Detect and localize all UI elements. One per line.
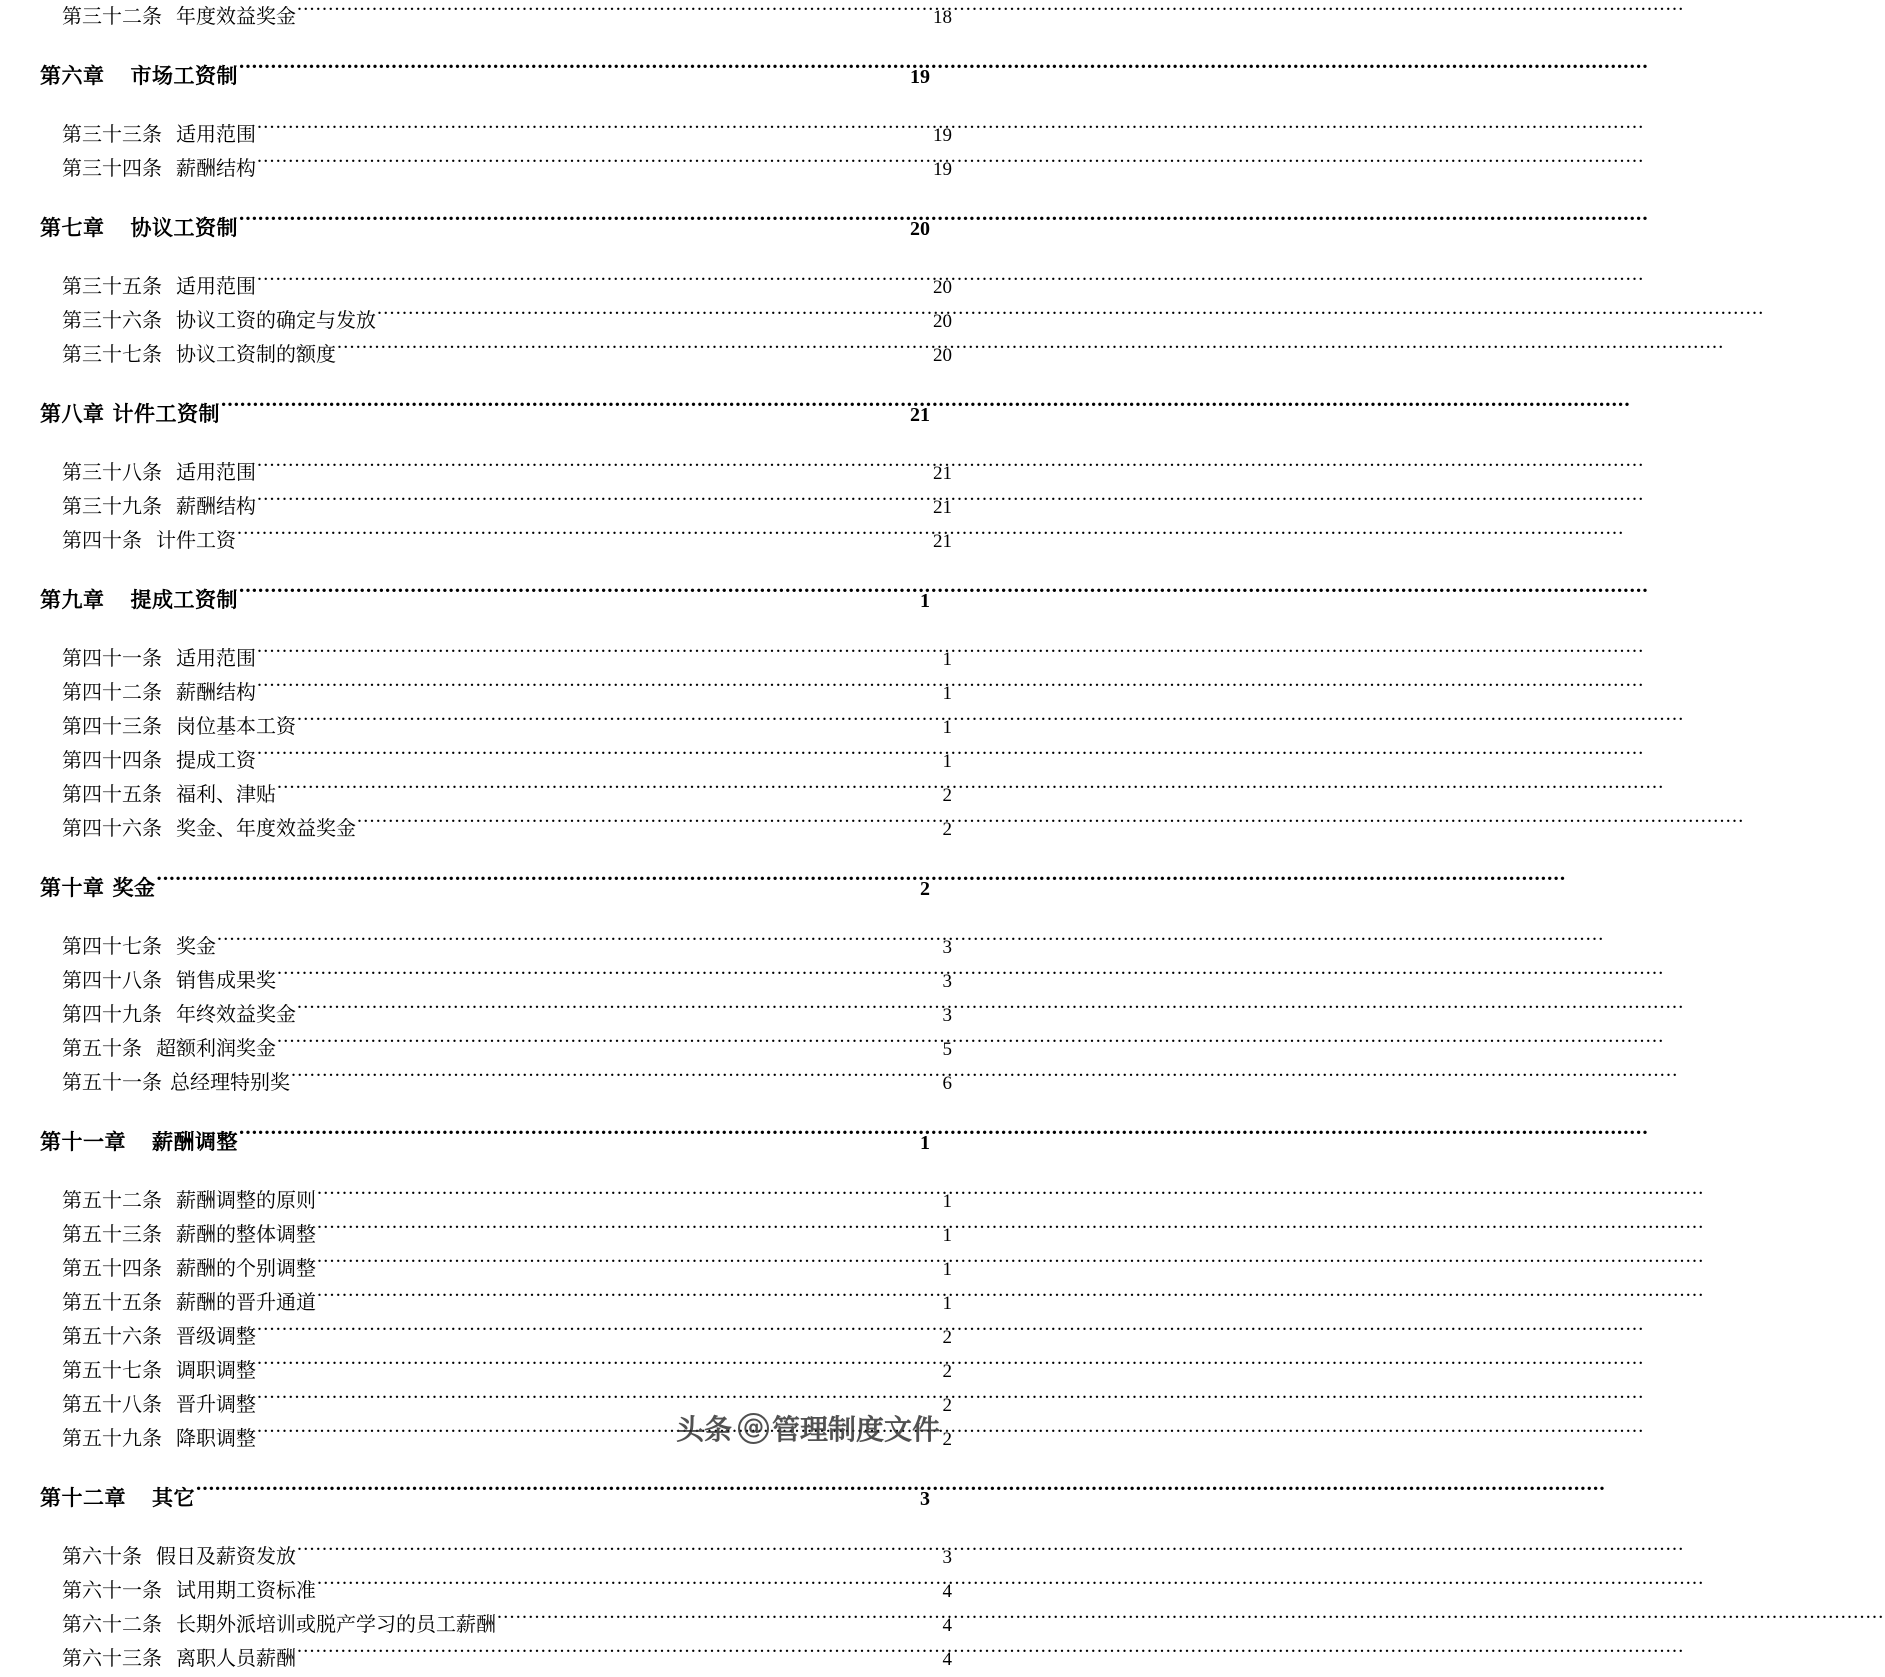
toc-entry-page-number: 18	[933, 7, 952, 28]
dot-leader	[221, 400, 909, 421]
toc-entry-label	[62, 524, 236, 558]
toc-entry-page-number: 1	[920, 590, 930, 612]
toc-entry-title: 试用期工资标准	[176, 1580, 316, 1602]
toc-entry-title: 适用范围	[176, 462, 256, 484]
dot-leader	[257, 1425, 942, 1445]
toc-entry-label	[62, 1642, 296, 1676]
watermark-brand: 头条	[676, 1413, 733, 1446]
dot-leader	[217, 933, 942, 953]
toc-entry-label	[62, 0, 296, 34]
at-symbol-icon: @	[738, 1413, 769, 1444]
toc-entry-label	[62, 1422, 256, 1456]
toc-entry-number: 第十一章	[40, 1130, 126, 1154]
toc-entry-label	[62, 152, 256, 186]
toc-entry-number: 第六十一条	[62, 1580, 162, 1602]
toc-entry-page-number: 1	[920, 1132, 930, 1154]
toc-entry-page-number: 2	[942, 1327, 952, 1348]
toc-entry-page-number: 4	[942, 1615, 952, 1636]
dot-leader	[291, 1069, 942, 1089]
toc-entry-page-number: 20	[910, 218, 930, 240]
toc-entry-title: 奖金、年度效益奖金	[176, 818, 356, 840]
toc-entry-number: 第四十七条	[62, 936, 162, 958]
toc-entry-label	[62, 1218, 316, 1252]
toc-entry-title: 年终效益奖金	[176, 1004, 296, 1026]
toc-entry-title: 其它	[152, 1486, 195, 1510]
toc-article-row[interactable]	[62, 152, 952, 186]
dot-leader	[257, 747, 942, 767]
toc-entry-label	[62, 812, 356, 846]
toc-entry-title: 假日及薪资发放	[156, 1546, 296, 1568]
dot-leader	[317, 1187, 942, 1207]
toc-entry-number: 第三十二条	[62, 6, 162, 28]
toc-entry-title: 协议工资制的额度	[176, 344, 336, 366]
toc-article-row[interactable]	[62, 0, 952, 34]
toc-entry-title: 协议工资的确定与发放	[176, 310, 376, 332]
toc-entry-title: 提成工资	[176, 750, 256, 772]
toc-entry-number: 第四十一条	[62, 648, 162, 670]
toc-entry-page-number: 2	[942, 819, 952, 840]
toc-entry-number: 第五十一条	[62, 1072, 162, 1094]
toc-entry-number: 第五十八条	[62, 1394, 162, 1416]
toc-entry-number: 第四十二条	[62, 682, 162, 704]
dot-leader	[297, 1645, 942, 1665]
watermark-account: 管理制度文件	[772, 1413, 941, 1446]
dot-leader	[239, 586, 919, 607]
toc-entry-number: 第六十三条	[62, 1648, 162, 1670]
toc-entry-title: 薪酬结构	[176, 682, 256, 704]
toc-entry-number: 第三十八条	[62, 462, 162, 484]
toc-entry-page-number: 4	[942, 1581, 952, 1602]
toc-entry-number: 第十章	[40, 876, 105, 900]
dot-leader	[317, 1289, 942, 1309]
toc-entry-page-number: 4	[942, 1649, 952, 1670]
toc-entry-number: 第五十三条	[62, 1224, 162, 1246]
toc-entry-label	[40, 208, 238, 248]
dot-leader	[257, 645, 942, 665]
toc-entry-number: 第四十条	[62, 530, 142, 552]
toc-entry-label	[40, 868, 156, 908]
dot-leader	[257, 1391, 942, 1411]
toc-entry-page-number: 1	[942, 1293, 952, 1314]
toc-entry-page-number: 3	[920, 1488, 930, 1510]
toc-entry-label	[40, 1478, 195, 1518]
toc-entry-title: 适用范围	[176, 276, 256, 298]
toc-entry-label	[62, 270, 256, 304]
toc-entry-title: 超额利润奖金	[156, 1038, 276, 1060]
toc-entry-number: 第六十二条	[62, 1614, 162, 1636]
dot-leader	[257, 1357, 942, 1377]
dot-leader	[377, 307, 932, 327]
toc-entry-number: 第三十七条	[62, 344, 162, 366]
toc-entry-title: 薪酬结构	[176, 158, 256, 180]
toc-entry-label	[40, 1122, 238, 1162]
toc-article-row[interactable]	[62, 812, 952, 846]
toc-entry-number: 第三十六条	[62, 310, 162, 332]
dot-leader	[257, 155, 932, 175]
toc-entry-title: 晋级调整	[176, 1326, 256, 1348]
toc-chapter-row[interactable]	[40, 208, 930, 248]
toc-entry-page-number: 20	[933, 311, 952, 332]
toc-entry-title: 离职人员薪酬	[176, 1648, 296, 1670]
toc-entry-title: 薪酬的晋升通道	[176, 1292, 316, 1314]
toc-entry-title: 长期外派培训或脱产学习的员工薪酬	[176, 1614, 496, 1636]
toc-entry-label	[62, 456, 256, 490]
toc-entry-number: 第九章	[40, 588, 105, 612]
toc-entry-number: 第三十九条	[62, 496, 162, 518]
toc-entry-title: 提成工资制	[130, 588, 238, 612]
toc-entry-page-number: 19	[933, 125, 952, 146]
toc-entry-number: 第五十四条	[62, 1258, 162, 1280]
toc-entry-page-number: 19	[910, 66, 930, 88]
toc-entry-page-number: 6	[942, 1073, 952, 1094]
toc-entry-page-number: 1	[942, 751, 952, 772]
toc-entry-page-number: 21	[933, 463, 952, 484]
toc-entry-page-number: 1	[942, 1191, 952, 1212]
toc-entry-number: 第五十二条	[62, 1190, 162, 1212]
toc-entry-number: 第五十九条	[62, 1428, 162, 1450]
toc-chapter-row[interactable]	[40, 1478, 930, 1518]
toc-entry-page-number: 3	[942, 1547, 952, 1568]
toc-entry-page-number: 21	[933, 531, 952, 552]
toc-entry-page-number: 20	[933, 345, 952, 366]
dot-leader	[157, 874, 920, 895]
dot-leader	[257, 1323, 942, 1343]
toc-entry-number: 第三十五条	[62, 276, 162, 298]
toc-chapter-row[interactable]	[40, 868, 930, 908]
toc-entry-number: 第八章	[40, 402, 105, 426]
toc-entry-title: 适用范围	[176, 648, 256, 670]
toc-entry-title: 计件工资制	[112, 402, 220, 426]
toc-entry-title: 协议工资制	[130, 216, 238, 240]
dot-leader	[297, 1543, 942, 1563]
toc-entry-label	[40, 394, 220, 434]
toc-entry-label	[62, 964, 276, 998]
toc-entry-label	[62, 1354, 256, 1388]
toc-article-row[interactable]	[62, 524, 952, 558]
toc-entry-title: 晋升调整	[176, 1394, 256, 1416]
toc-entry-number: 第四十三条	[62, 716, 162, 738]
toc-entry-page-number: 1	[942, 717, 952, 738]
toc-entry-page-number: 2	[942, 1429, 952, 1450]
toc-entry-label	[62, 930, 216, 964]
dot-leader	[277, 967, 942, 987]
dot-leader	[257, 273, 932, 293]
dot-leader	[237, 527, 932, 547]
toc-entry-label	[62, 118, 256, 152]
toc-entry-label	[62, 1032, 276, 1066]
toc-entry-number: 第四十八条	[62, 970, 162, 992]
toc-entry-title: 薪酬调整的原则	[176, 1190, 316, 1212]
toc-entry-number: 第五十六条	[62, 1326, 162, 1348]
toc-entry-label	[62, 998, 296, 1032]
dot-leader	[257, 121, 932, 141]
toc-entry-number: 第四十五条	[62, 784, 162, 806]
toc-entry-label	[62, 1066, 290, 1100]
toc-entry-number: 第十二章	[40, 1486, 126, 1510]
toc-entry-label	[62, 642, 256, 676]
toc-entry-page-number: 2	[942, 1395, 952, 1416]
dot-leader	[317, 1221, 942, 1241]
toc-article-row[interactable]	[62, 338, 952, 372]
toc-entry-page-number: 1	[942, 1225, 952, 1246]
toc-entry-title: 调职调整	[176, 1360, 256, 1382]
toc-article-row[interactable]	[62, 1422, 952, 1456]
dot-leader	[337, 341, 932, 361]
dot-leader	[239, 62, 909, 83]
toc-entry-title: 总经理特别奖	[170, 1072, 290, 1094]
toc-entry-label	[40, 56, 238, 96]
toc-entry-page-number: 3	[942, 971, 952, 992]
toc-chapter-row[interactable]	[40, 56, 930, 96]
toc-entry-number: 第四十四条	[62, 750, 162, 772]
dot-leader	[497, 1611, 942, 1631]
toc-entry-page-number: 21	[910, 404, 930, 426]
dot-leader	[297, 3, 932, 23]
dot-leader	[297, 1001, 942, 1021]
toc-entry-page-number: 2	[920, 878, 930, 900]
dot-leader	[196, 1484, 919, 1505]
toc-entry-label	[40, 580, 238, 620]
toc-entry-number: 第七章	[40, 216, 105, 240]
dot-leader	[297, 713, 942, 733]
toc-entry-title: 奖金	[176, 936, 216, 958]
toc-article-row[interactable]	[62, 1642, 952, 1676]
toc-chapter-row[interactable]	[40, 394, 930, 434]
toc-entry-label	[62, 1540, 296, 1574]
toc-chapter-row[interactable]	[40, 580, 930, 620]
toc-entry-page-number: 19	[933, 159, 952, 180]
toc-entry-title: 薪酬结构	[176, 496, 256, 518]
toc-entry-number: 第五十七条	[62, 1360, 162, 1382]
toc-entry-title: 福利、津贴	[176, 784, 276, 806]
toc-entry-page-number: 21	[933, 497, 952, 518]
toc-entry-title: 薪酬的个别调整	[176, 1258, 316, 1280]
toc-entry-page-number: 1	[942, 1259, 952, 1280]
toc-entry-title: 市场工资制	[130, 64, 238, 88]
toc-entry-number: 第五十条	[62, 1038, 142, 1060]
toc-entry-number: 第六章	[40, 64, 105, 88]
toc-entry-number: 第四十六条	[62, 818, 162, 840]
toc-entry-label	[62, 676, 256, 710]
dot-leader	[257, 493, 932, 513]
toc-entry-number: 第六十条	[62, 1546, 142, 1568]
toc-entry-page-number: 2	[942, 1361, 952, 1382]
toc-entry-page-number: 3	[942, 1005, 952, 1026]
dot-leader	[277, 781, 942, 801]
toc-chapter-row[interactable]	[40, 1122, 930, 1162]
toc-entry-label	[62, 1388, 256, 1422]
toc-entry-title: 适用范围	[176, 124, 256, 146]
toc-entry-title: 岗位基本工资	[176, 716, 296, 738]
toc-entry-title: 奖金	[112, 876, 156, 900]
toc-entry-label	[62, 778, 276, 812]
toc-entry-title: 销售成果奖	[176, 970, 276, 992]
dot-leader	[257, 459, 932, 479]
toc-entry-number: 第三十四条	[62, 158, 162, 180]
toc-entry-number: 第四十九条	[62, 1004, 162, 1026]
dot-leader	[239, 214, 909, 235]
dot-leader	[317, 1255, 942, 1275]
toc-entry-label	[62, 490, 256, 524]
toc-entry-label	[62, 304, 376, 338]
dot-leader	[257, 679, 942, 699]
toc-entry-label	[62, 1252, 316, 1286]
dot-leader	[357, 815, 942, 835]
toc-entry-number: 第五十五条	[62, 1292, 162, 1314]
toc-entry-number: 第三十三条	[62, 124, 162, 146]
toc-entry-label	[62, 1184, 316, 1218]
toc-entry-page-number: 20	[933, 277, 952, 298]
toc-entry-page-number: 3	[942, 937, 952, 958]
toc-entry-label	[62, 1320, 256, 1354]
toc-entry-page-number: 2	[942, 785, 952, 806]
toc-entry-title: 计件工资	[156, 530, 236, 552]
toc-article-row[interactable]	[62, 1066, 952, 1100]
toc-entry-title: 年度效益奖金	[176, 6, 296, 28]
dot-leader	[239, 1128, 919, 1149]
toc-entry-title: 薪酬调整	[152, 1130, 238, 1154]
toc-entry-label	[62, 744, 256, 778]
dot-leader	[277, 1035, 942, 1055]
toc-entry-title: 降职调整	[176, 1428, 256, 1450]
toc-entry-label	[62, 338, 336, 372]
toc-entry-page-number: 5	[942, 1039, 952, 1060]
dot-leader	[317, 1577, 942, 1597]
toc-entry-title: 薪酬的整体调整	[176, 1224, 316, 1246]
toc-entry-page-number: 1	[942, 683, 952, 704]
toc-entry-page-number: 1	[942, 649, 952, 670]
toc-entry-label	[62, 1574, 316, 1608]
